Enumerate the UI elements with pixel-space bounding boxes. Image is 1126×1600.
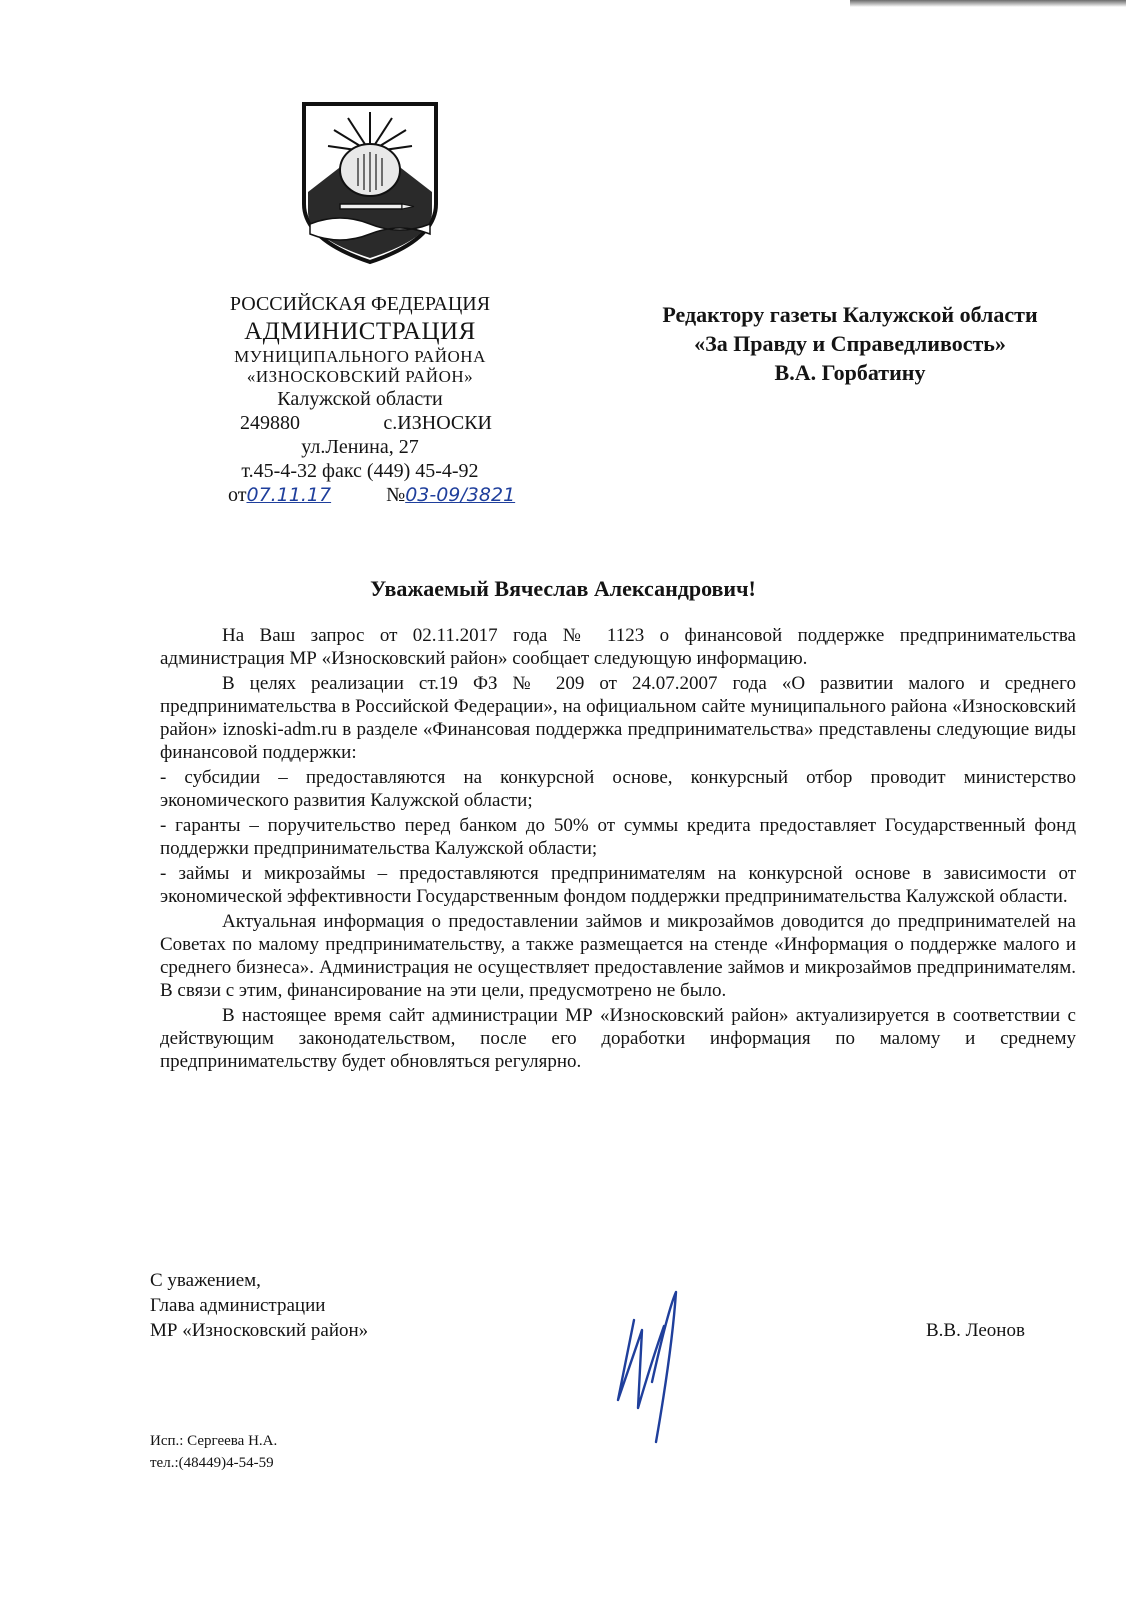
sender-org: АДМИНИСТРАЦИЯ	[244, 318, 476, 345]
sender-country: РОССИЙСКАЯ ФЕДЕРАЦИЯ	[229, 293, 491, 315]
executor-phone: тел.:(48449)4-54-59	[150, 1455, 274, 1471]
bullet-subsidies: - субсидии – предоставляются на конкурсной основе, конкурсный отбор проводит министерство экономического развития Калужской области;	[160, 767, 1076, 811]
addressee-line1: Редактору газеты Калужской области	[662, 302, 1038, 327]
paragraph-request: На Ваш запрос от 02.11.2017 года № 1123 о финансовой поддержке предпринимательства администрация МР «Износковский район» сообщает следующую информацию.	[160, 625, 1076, 669]
sender-village: с.ИЗНОСКИ	[383, 412, 492, 434]
bullet-guarantees: - гаранты – поручительство перед банком до 50% от суммы кредита предоставляет Государственный фонд поддержки предпринимательства Калужской области;	[160, 815, 1076, 859]
scan-edge-shadow	[850, 0, 1126, 7]
number-prefix: №	[386, 484, 406, 506]
addressee-block	[600, 300, 1100, 387]
sender-district-line2: «ИЗНОСКОВСКИЙ РАЙОН»	[246, 367, 474, 386]
sender-postcode: 249880	[240, 412, 300, 434]
handwritten-date: 07.11.17	[246, 484, 332, 506]
paragraph-actual-info: Актуальная информация о предоставлении займов и микрозаймов доводится до предпринимателей на Советах по малому предпринимательству, а также размещается на стенде «Информация о поддержке малого и среднего бизнеса». Администрация не осуществляет предоставление займов и микрозаймов предпринимателям. В связи с этим, финансирование на эти цели, предусмотрено не было.	[160, 911, 1076, 1001]
letter-body	[160, 624, 1076, 1075]
sender-phone-fax: т.45-4-32 факс (449) 45-4-92	[241, 460, 479, 482]
bullet-loans: - займы и микрозаймы – предоставляются предпринимателям на конкурсной основе в зависимости от экономической эффективности Государственным фондом поддержки предпринимательства Калужской области.	[160, 863, 1076, 907]
closing-organization: МР «Износковский район»	[150, 1320, 369, 1341]
signer-name: В.В. Леонов	[926, 1320, 1025, 1341]
executor-block	[150, 1430, 277, 1474]
greeting: Уважаемый Вячеслав Александрович!	[370, 576, 756, 601]
date-prefix: от	[228, 484, 247, 506]
sender-street: ул.Ленина, 27	[301, 436, 419, 458]
handwritten-signature	[612, 1290, 702, 1460]
executor-name: Исп.: Сергеева Н.А.	[150, 1433, 278, 1449]
reference-line	[200, 483, 520, 507]
sender-district-line1: МУНИЦИПАЛЬНОГО РАЙОНА	[234, 347, 486, 366]
paragraph-law: В целях реализации ст.19 ФЗ № 209 от 24.07.2007 года «О развитии малого и среднего предпринимательства в Российской Федерации», на официальном сайте муниципального района «Износковский район» iznoski-adm.ru в разделе «Финансовая поддержка предпринимательства» представлены следующие виды финансовой поддержки:	[160, 673, 1076, 763]
closing-regards: С уважением,	[150, 1270, 261, 1291]
sender-block	[200, 292, 520, 507]
addressee-line2: «За Правду и Справедливость»	[694, 331, 1006, 356]
addressee-line3: В.А. Горбатину	[774, 360, 926, 385]
paragraph-website: В настоящее время сайт администрации МР «Износковский район» актуализируется в соответствии с действующим законодательством, после его доработки информация по малому и среднему предпринимательству будет обновляться регулярно.	[160, 1005, 1076, 1072]
closing-position: Глава администрации	[150, 1295, 326, 1316]
closing-block	[150, 1268, 368, 1343]
sender-postcode-row	[200, 411, 520, 435]
handwritten-number: 03-09/3821	[405, 484, 516, 506]
sender-region: Калужской области	[277, 388, 443, 410]
coat-of-arms-emblem	[300, 100, 440, 266]
